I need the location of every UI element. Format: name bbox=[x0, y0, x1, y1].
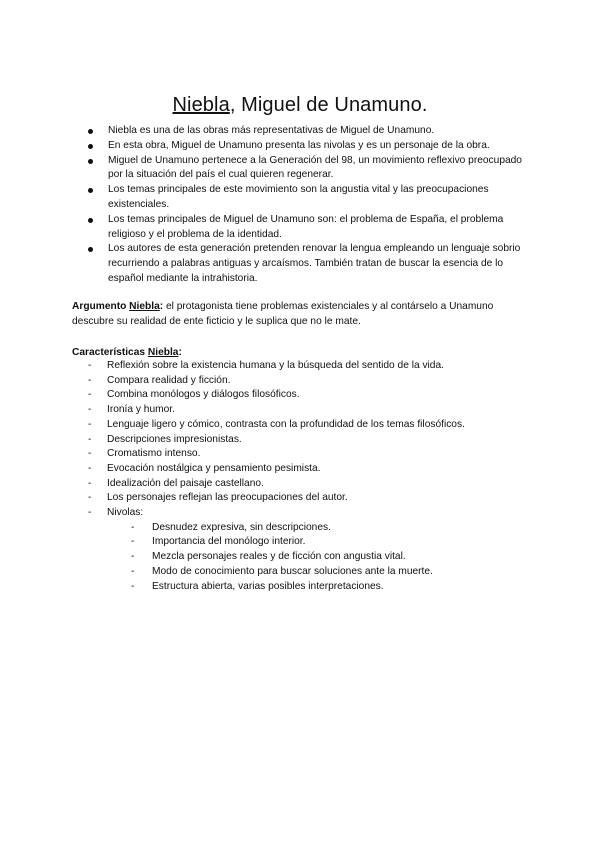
bullet-item bbox=[88, 242, 538, 286]
dash-marker: - bbox=[88, 418, 92, 430]
bullet-item bbox=[88, 213, 538, 243]
list-item bbox=[88, 491, 528, 506]
argumento-text: el protagonista tiene problemas existenciales y al contárselo a Unamuno descubre su realidad de ente ficticio y le suplica que no le mate. bbox=[72, 301, 494, 327]
dash-marker: - bbox=[131, 565, 135, 577]
page-title bbox=[0, 92, 600, 118]
dash-marker: - bbox=[131, 521, 135, 533]
list-item bbox=[88, 359, 528, 374]
bullet-item bbox=[88, 183, 538, 213]
bullet-dot-icon bbox=[88, 159, 93, 164]
dash-marker: - bbox=[88, 433, 92, 445]
list-item-text: Cromatismo intenso. bbox=[107, 448, 201, 460]
list-item bbox=[88, 403, 528, 418]
intro-bullet-list bbox=[88, 124, 538, 287]
argumento-work: Niebla bbox=[129, 301, 160, 312]
bullet-text: Los temas principales de este movimiento son la angustia vital y las preocupaciones existenciales. bbox=[108, 184, 489, 210]
list-item-nivolas bbox=[88, 506, 528, 594]
list-item bbox=[88, 388, 528, 403]
sublist-item bbox=[131, 565, 528, 580]
bullet-text: Miguel de Unamuno pertenece a la Generación del 98, un movimiento reflexivo preocupado por la situación del país el cual quieren regenerar. bbox=[108, 154, 522, 181]
caracteristicas-colon: : bbox=[178, 347, 182, 358]
sublist-item-text: Modo de conocimiento para buscar soluciones ante la muerte. bbox=[152, 565, 433, 577]
list-item bbox=[88, 418, 528, 433]
list-item-text: Nivolas: bbox=[107, 507, 144, 519]
sublist-item-text: Mezcla personajes reales y de ficción con angustia vital. bbox=[152, 551, 406, 563]
bullet-text: Los temas principales de Miguel de Unamuno son: el problema de España, el problema religioso y el problema de la identidad. bbox=[108, 213, 504, 240]
sublist-item bbox=[131, 550, 528, 565]
sublist-item bbox=[131, 535, 528, 550]
list-item bbox=[88, 447, 528, 462]
dash-marker: - bbox=[88, 360, 92, 371]
caracteristicas-label: Características bbox=[72, 347, 148, 358]
bullet-dot-icon bbox=[88, 247, 93, 252]
bullet-dot-icon bbox=[88, 144, 93, 149]
title-author: , Miguel de Unamuno. bbox=[229, 94, 428, 116]
list-item bbox=[88, 462, 528, 477]
sublist-item-text: Estructura abierta, varias posibles interpretaciones. bbox=[152, 580, 384, 592]
bullet-dot-icon bbox=[88, 188, 93, 193]
sublist-item bbox=[131, 521, 528, 536]
list-item-text: Reflexión sobre la existencia humana y la búsqueda del sentido de la vida. bbox=[107, 360, 444, 371]
list-item-text: Lenguaje ligero y cómico, contrasta con la profundidad de los temas filosóficos. bbox=[107, 418, 465, 430]
dash-marker: - bbox=[88, 477, 92, 489]
sublist-item-text: Desnudez expresiva, sin descripciones. bbox=[152, 521, 331, 533]
bullet-text: En esta obra, Miguel de Unamuno presenta las nivolas y es un personaje de la obra. bbox=[108, 139, 490, 151]
dash-marker: - bbox=[88, 448, 92, 460]
dash-marker: - bbox=[88, 462, 92, 474]
nivolas-sublist bbox=[107, 521, 528, 595]
dash-marker: - bbox=[88, 374, 92, 386]
bullet-item bbox=[88, 154, 538, 184]
list-item-text: Ironía y humor. bbox=[107, 404, 175, 416]
list-item-text: Los personajes reflejan las preocupaciones del autor. bbox=[107, 492, 348, 504]
dash-marker: - bbox=[131, 551, 135, 563]
dash-marker: - bbox=[131, 536, 135, 548]
title-work: Niebla bbox=[172, 94, 230, 116]
list-item bbox=[88, 477, 528, 492]
caracteristicas-list bbox=[88, 359, 528, 594]
argumento-paragraph bbox=[72, 299, 532, 329]
dash-marker: - bbox=[88, 389, 92, 401]
dash-marker: - bbox=[88, 492, 92, 504]
caracteristicas-work: Niebla bbox=[147, 347, 179, 358]
bullet-item bbox=[88, 139, 538, 154]
argumento-label: Argumento bbox=[72, 301, 130, 312]
bullet-text: Los autores de esta generación pretenden renovar la lengua empleando un lenguaje sobrio recurriendo a palabras antiguas y arcaísmos. También tratan de buscar la esencia de lo español mediante la intrahistoria. bbox=[108, 243, 521, 284]
bullet-item bbox=[88, 124, 538, 139]
dash-marker: - bbox=[131, 580, 135, 592]
list-item bbox=[88, 433, 528, 448]
list-item-text: Idealización del paisaje castellano. bbox=[107, 477, 264, 489]
list-item bbox=[88, 374, 528, 389]
sublist-item bbox=[131, 580, 528, 595]
dash-marker: - bbox=[88, 507, 92, 519]
argumento-colon: : bbox=[159, 301, 164, 312]
list-item-text: Evocación nostálgica y pensamiento pesimista. bbox=[107, 462, 321, 474]
bullet-dot-icon bbox=[88, 129, 93, 134]
list-item-text: Descripciones impresionistas. bbox=[107, 433, 242, 445]
sublist-item-text: Importancia del monólogo interior. bbox=[152, 536, 306, 548]
dash-marker: - bbox=[88, 404, 92, 416]
bullet-text: Niebla es una de las obras más representativas de Miguel de Unamuno. bbox=[108, 125, 435, 136]
caracteristicas-heading bbox=[72, 345, 182, 360]
list-item-text: Compara realidad y ficción. bbox=[107, 374, 231, 386]
list-item-text: Combina monólogos y diálogos filosóficos. bbox=[107, 389, 300, 401]
bullet-dot-icon bbox=[88, 218, 93, 223]
